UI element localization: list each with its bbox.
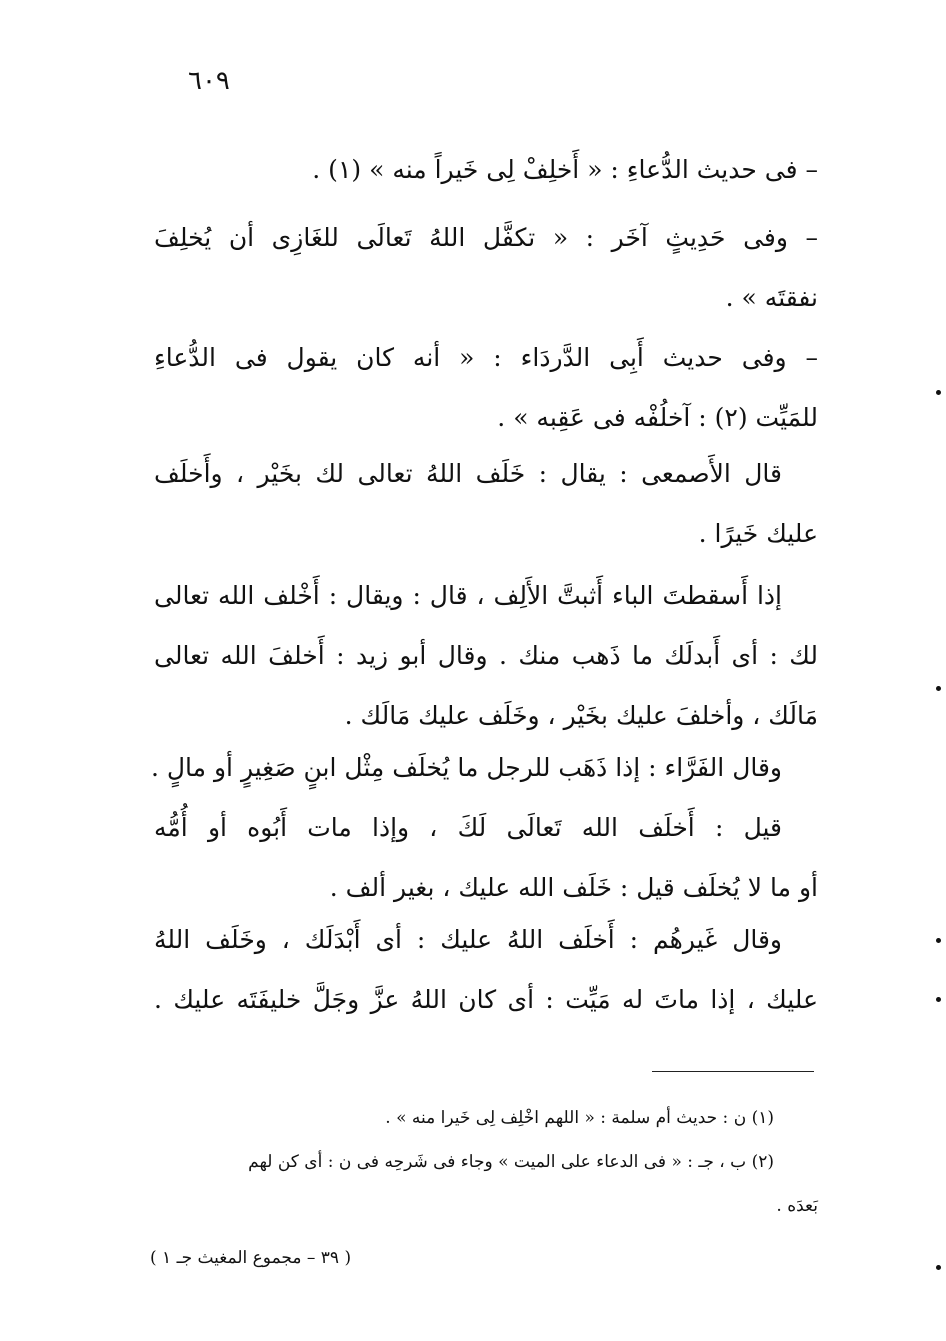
margin-dot — [936, 686, 941, 691]
paragraph-1 — [154, 140, 818, 200]
signature-line: ( ٣٩ – مجموع المغيث جـ ١ ) — [150, 1248, 352, 1268]
paragraph-3 — [154, 328, 818, 448]
paragraph-5 — [154, 566, 818, 746]
text-line: أو ما لا يُخلَف قيل : خَلَف الله عليك ، بغير ألف . — [329, 873, 818, 902]
text-line: للمَيِّت (٢) : آخلُفْه فى عَقِبه » . — [497, 403, 818, 432]
footnote-divider — [652, 1071, 814, 1072]
text-line: قيل : أَخلَف الله تَعالَى لَكَ ، وإذا مات أَبُوه أو أُمُّه — [154, 813, 782, 842]
text-line: – وفى حديث أَبِى الدَّردَاء : « أنه كان يقول فى الدُّعاءِ — [154, 343, 818, 372]
footnote-2-continuation: بَعدَه . — [776, 1196, 818, 1216]
margin-dot — [936, 938, 941, 943]
text-line: – فى حديث الدُّعاءِ : « أَخلِفْ لِى خَيراً منه » (١) . — [312, 155, 818, 184]
text-line: عليك ، إذا ماتَ له مَيِّت : أى كان اللهُ عزَّ وجَلَّ خليفَتَه عليك . — [154, 985, 818, 1014]
margin-dot — [936, 1265, 941, 1270]
footnote-1: (١) ن : حديث أم سلمة : « اللهم اخْلِف لِى خَيرا منه » . — [385, 1108, 774, 1128]
text-line: إذا أَسقطتَ الباء أَثبتَّ الأَلِف ، قال : ويقال : أَخْلف الله تعالى — [154, 581, 782, 610]
footnote-2: (٢) ب ، جـ : « فى الدعاء على الميت » وجاء فى شَرحِه فى ن : أى كن لهم — [248, 1152, 774, 1172]
paragraph-7 — [154, 910, 818, 1030]
text-line: قال الأَصمعى : يقال : خَلَف اللهُ تعالى لك بخَيْر ، وأَخلَف — [154, 459, 782, 488]
text-line: عليك خَيرًا . — [698, 519, 818, 548]
text-line: وقال الفَرَّاء : إذا ذَهَب للرجل ما يُخلَف مِثْل ابنٍ صَغِيرٍ أو مالٍ . — [150, 753, 782, 782]
margin-dot — [936, 390, 941, 395]
footnotes — [128, 1096, 818, 1228]
text-line: نفقتَه » . — [725, 283, 818, 312]
text-line: مَالَك ، وأخلفَ عليك بخَيْر ، وخَلَف عليك مَالَك . — [344, 701, 818, 730]
margin-dot — [936, 997, 941, 1002]
paragraph-6 — [150, 738, 818, 918]
text-line: وقال غَيرهُم : أَخلَف اللهُ عليك : أى أَبْدَلَك ، وخَلَف اللهُ — [154, 925, 782, 954]
text-line: – وفى حَدِيثٍ آخَر : « تكفَّل اللهُ تَعالَى للغَازِى أن يُخلِفَ — [154, 223, 818, 252]
paragraph-4 — [154, 444, 818, 564]
text-line: لك : أى أَبدلَك ما ذَهب منك . وقال أبو زيد : أَخلفَ الله تعالى — [154, 641, 818, 670]
page-number: ٦٠٩ — [188, 66, 230, 96]
paragraph-2 — [154, 208, 818, 328]
